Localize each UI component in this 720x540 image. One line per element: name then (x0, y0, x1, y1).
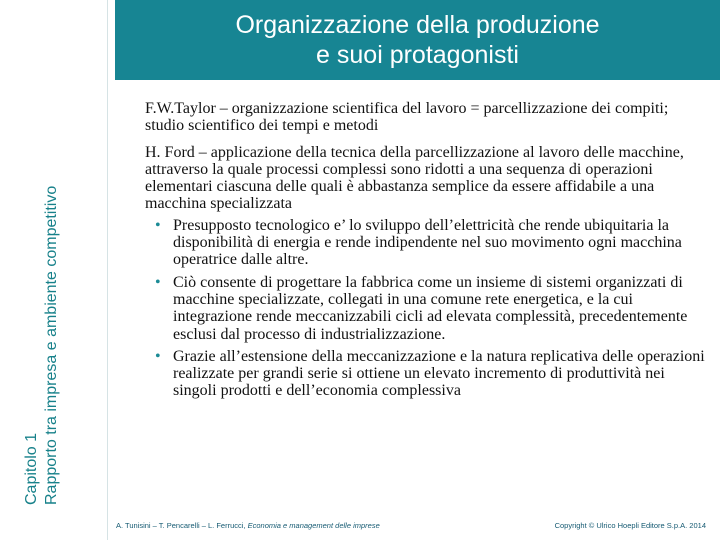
ford-paragraph: H. Ford – applicazione della tecnica della parcellizzazione al lavoro delle macchine, attraverso la quale processi complessi sono ridotti a una sequenza di operazioni elementari ciascuna delle quali è abbastanza semplice da essere affidabile a una macchina specializzata (145, 143, 684, 213)
bullet-text: Grazie all’estensione della meccanizzazione e la natura replicativa delle operazioni realizzate per grandi serie si ottiene un elevato incremento di produttività nei singoli prodotti e dell’economia complessiva (173, 347, 705, 400)
list-item (145, 348, 705, 400)
footer-book-title: Economia e management delle imprese (247, 521, 380, 530)
bullet-text: Ciò consente di progettare la fabbrica come un insieme di sistemi organizzati di macchine specializzate, collegati in una comune rete energetica, e la cui integrazione rende meccanizzabili cicli ad elevata complessità, precedentemente esclusi dal processo di industrializzazione. (173, 273, 688, 343)
sidebar-divider (107, 0, 108, 540)
footer-authors: A. Tunisini – T. Pencarelli – L. Ferrucci, (116, 521, 248, 530)
taylor-paragraph: F.W.Taylor – organizzazione scientifica del lavoro = parcellizzazione dei compiti; studio scientifico dei tempi e metodi (145, 100, 669, 135)
slide-title (115, 10, 720, 70)
slide-title-line1: Organizzazione della produzione (235, 11, 600, 39)
chapter-title: Rapporto tra impresa e ambiente competitivo (43, 185, 60, 505)
bullet-icon: • (155, 216, 161, 234)
bullet-icon: • (155, 347, 161, 365)
chapter-sidebar (0, 0, 108, 540)
list-item (145, 217, 705, 269)
footer-copyright: Copyright © Ulrico Hoepli Editore S.p.A. 2014 (554, 521, 706, 530)
bullet-text: Presupposto tecnologico e’ lo sviluppo dell’elettricità che rende ubiquitaria la disponibilità di energia e rende indipendente nel suo movimento ogni macchina operatrice dalle altre. (173, 216, 682, 269)
slide-title-line2: e suoi protagonisti (316, 41, 519, 69)
ford-bullet-list (145, 217, 705, 400)
chapter-label (22, 0, 62, 505)
footer-citation (116, 521, 380, 530)
bullet-icon: • (155, 273, 161, 291)
title-bar (115, 0, 720, 80)
list-item (145, 274, 705, 343)
chapter-number: Capitolo 1 (23, 432, 40, 505)
slide-content (145, 100, 705, 405)
